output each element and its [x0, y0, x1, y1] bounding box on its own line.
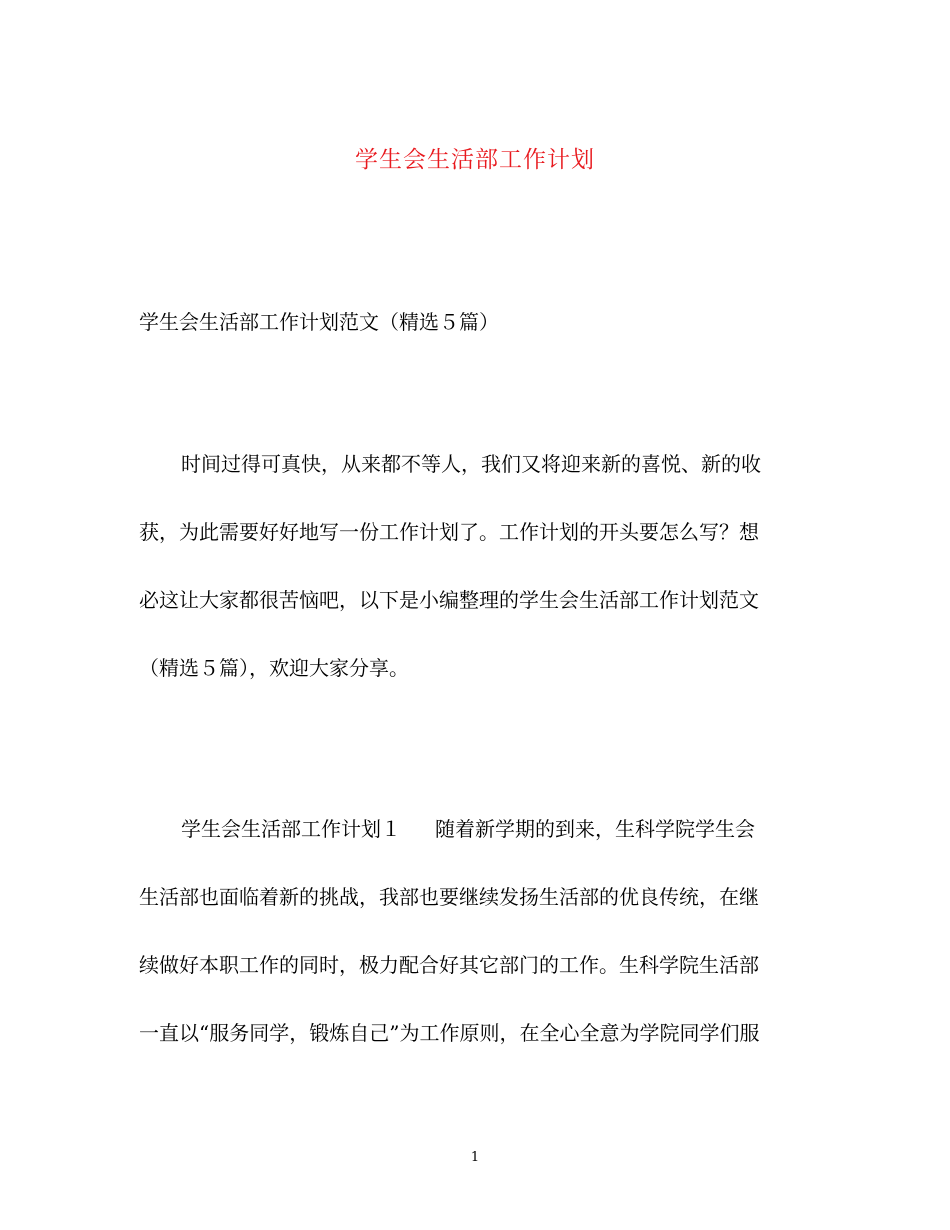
paragraph-line: 随着新学期的到来，生科学院学生会 — [435, 817, 755, 841]
paragraph-line: 一直以“服务同学，锻炼自己”为工作原则，在全心全意为学院同学们服 — [139, 1021, 760, 1045]
page-number: 1 — [470, 1150, 480, 1165]
paragraph-line: 续做好本职工作的同时，极力配合好其它部门的工作。生科学院生活部 — [139, 953, 759, 977]
paragraph-first-line — [139, 795, 815, 863]
document-subtitle: 学生会生活部工作计划范文（精选５篇） — [139, 310, 499, 334]
paragraph-line: 时间过得可真快，从来都不等人，我们又将迎来新的喜悦、新的收 — [181, 452, 761, 476]
paragraph-line: 获，为此需要好好地写一份工作计划了。工作计划的开头要怎么写？想 — [139, 520, 759, 544]
paragraph-line: 生活部也面临着新的挑战，我部也要继续发扬生活部的优良传统，在继 — [139, 885, 759, 909]
paragraph-line: 必这让大家都很苦恼吧，以下是小编整理的学生会生活部工作计划范文 — [139, 588, 759, 612]
intro-paragraph — [139, 430, 815, 702]
section-heading: 学生会生活部工作计划１ — [181, 817, 401, 841]
paragraph-line: （精选５篇），欢迎大家分享。 — [139, 656, 409, 680]
section1-paragraph — [139, 795, 815, 1067]
document-title: 学生会生活部工作计划 — [355, 147, 595, 173]
